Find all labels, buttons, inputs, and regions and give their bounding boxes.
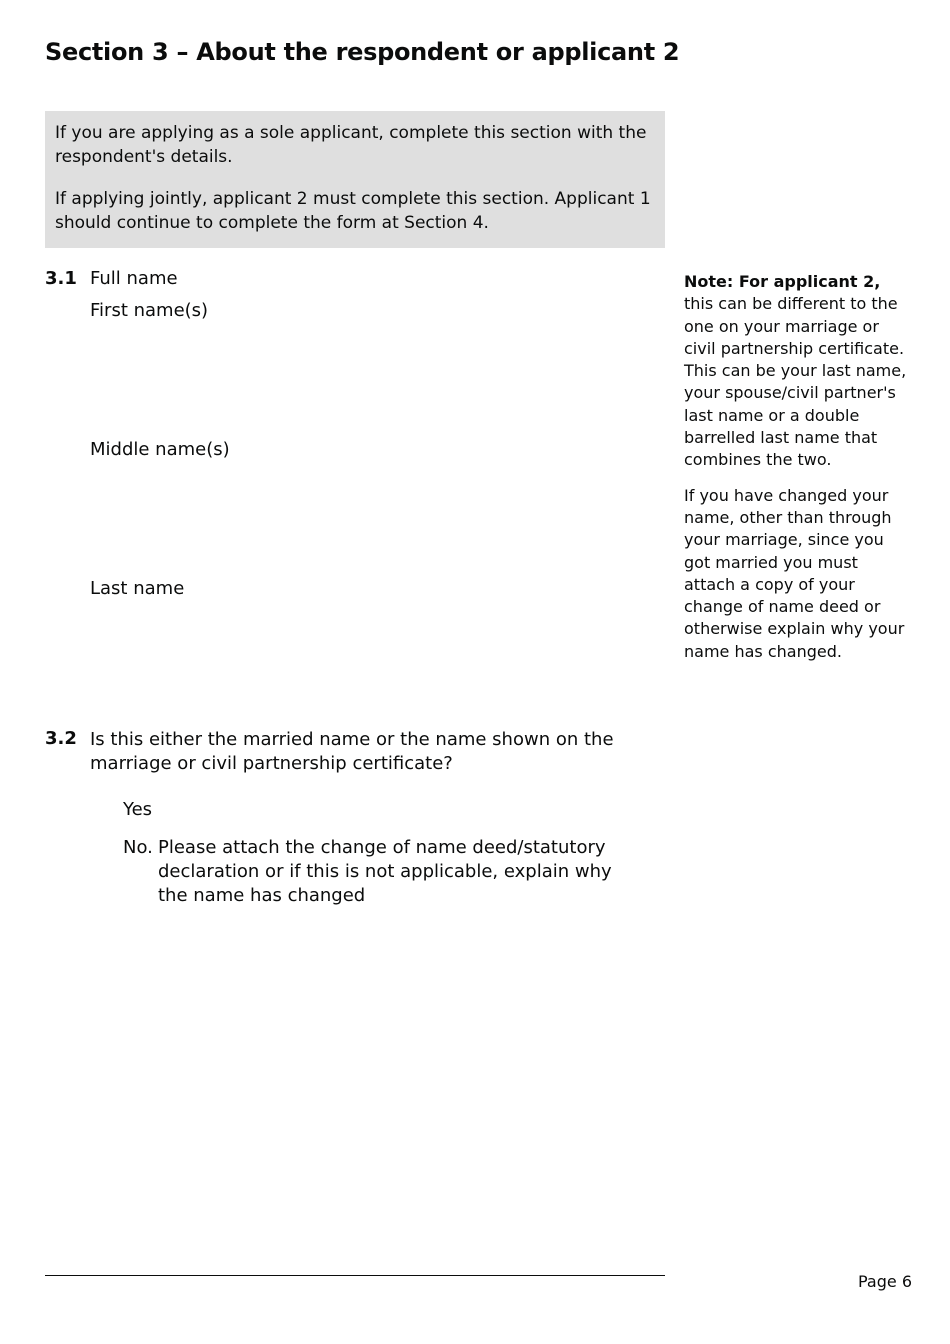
footer-divider <box>45 1275 665 1276</box>
option-no-label: Please attach the change of name deed/statutory declaration or if this is not applicable, explain why the name has changed <box>158 837 612 906</box>
section-title: Section 3 – About the respondent or applicant 2 <box>45 38 680 66</box>
option-no-prefix: No. <box>123 837 153 858</box>
note-paragraph-2: If you have changed your name, other than through your marriage, since you got married you must attach a copy of your change of name deed or otherwise explain why your name has changed. <box>684 485 905 661</box>
first-name-label: First name(s) <box>90 300 209 321</box>
question-label-full-name: Full name <box>90 268 178 289</box>
middle-name-label: Middle name(s) <box>90 439 230 460</box>
page-number: Page 6 <box>858 1272 912 1291</box>
instructions-box <box>45 111 665 248</box>
question-married-name: Is this either the married name or the name shown on the marriage or civil partnership certificate? <box>90 729 614 774</box>
instructions-joint-applicant: If applying jointly, applicant 2 must complete this section. Applicant 1 should continue to complete the form at Section 4. <box>55 189 651 233</box>
last-name-label: Last name <box>90 578 185 599</box>
note-paragraph-1 <box>684 271 910 472</box>
question-number-3-2: 3.2 <box>45 728 77 749</box>
question-number-3-1: 3.1 <box>45 268 77 289</box>
applicant-2-name-note <box>684 271 910 676</box>
option-yes-label: Yes <box>123 799 153 820</box>
note-para1-text: this can be different to the one on your marriage or civil partnership certificate. This can be your last name, your spouse/civil partner's last name or a double barrelled last name that combines the two. <box>684 294 907 470</box>
note-bold-lead: Note: For applicant 2, <box>684 272 881 291</box>
instructions-sole-applicant: If you are applying as a sole applicant, complete this section with the respondent's details. <box>55 123 647 167</box>
